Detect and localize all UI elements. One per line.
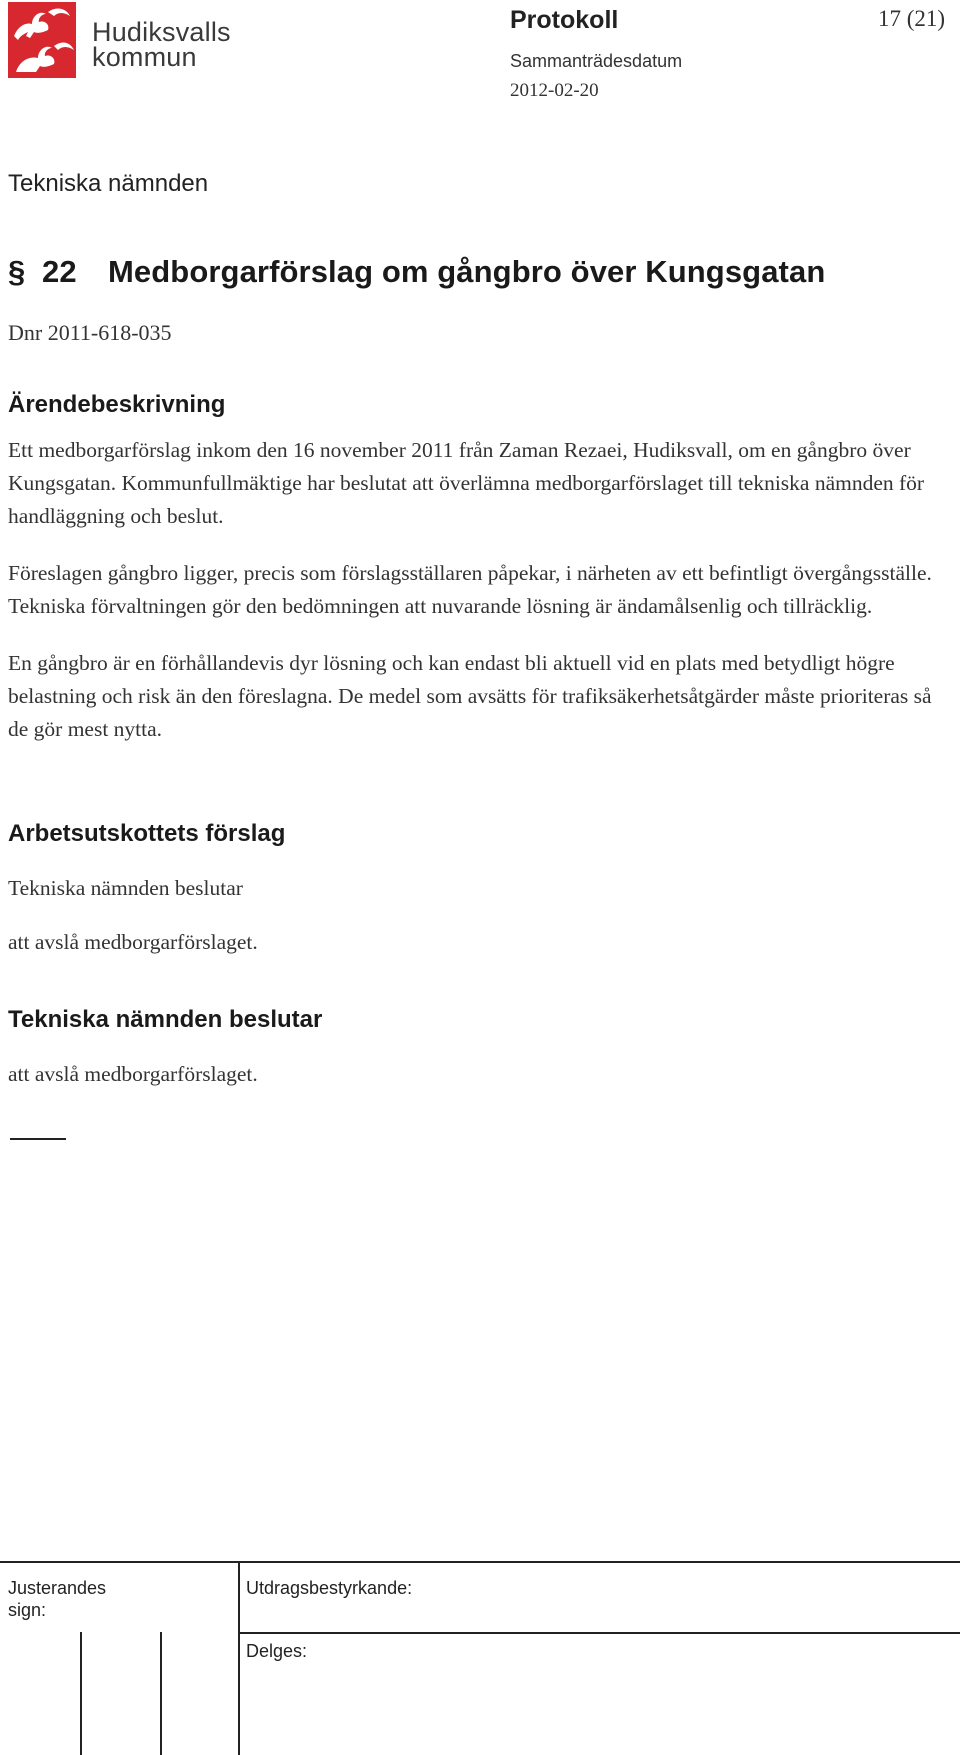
case-description-body: [8, 434, 953, 770]
logo-line-1: Hudiksvalls: [92, 17, 231, 47]
paragraph: En gångbro är en förhållandevis dyr lösning och kan endast bli aktuell vid en plats med betydligt högre belastning och risk än den föreslagna. De medel som avsätts för trafiksäkerhetsåtgärder måste prioriteras så de gör mest nytta.: [8, 651, 932, 741]
table-top-border: [0, 1561, 960, 1563]
end-rule: [10, 1138, 66, 1140]
justerandes-label-line-2: sign:: [8, 1600, 47, 1620]
signature-box-divider: [80, 1632, 82, 1755]
section-heading: [8, 254, 825, 290]
logo-line-2: kommun: [92, 42, 197, 72]
committee-proposal-line-1: Tekniska nämnden beslutar: [8, 876, 243, 900]
paragraph: Ett medborgarförslag inkom den 16 november 2011 från Zaman Rezaei, Hudiksvall, om en gångbro över Kungsgatan. Kommunfullmäktige har beslutat att överlämna medborgarförslaget till tekniska nämnden för handläggning och beslut.: [8, 438, 925, 528]
utdragsbestyrkande-label: Utdragsbestyrkande:: [246, 1578, 413, 1598]
page-number: 17 (21): [878, 6, 946, 31]
delges-label: Delges:: [246, 1641, 308, 1661]
meeting-date: 2012-02-20: [510, 80, 599, 101]
table-row-border: [238, 1632, 960, 1634]
case-number: Dnr 2011-618-035: [8, 320, 172, 345]
document-type: Protokoll: [510, 6, 619, 34]
table-divider: [238, 1561, 240, 1755]
case-description-heading: Ärendebeskrivning: [8, 391, 226, 418]
justerandes-label-line-1: Justerandes: [8, 1578, 107, 1598]
municipality-logo: [8, 2, 248, 78]
meeting-date-label: Sammanträdesdatum: [510, 51, 683, 71]
paragraph-symbol: §: [8, 254, 26, 289]
committee-proposal-heading: Arbetsutskottets förslag: [8, 820, 286, 847]
decision-line-1: att avslå medborgarförslaget.: [8, 1062, 258, 1086]
justerandes-label: [8, 1577, 106, 1621]
signature-box-divider: [160, 1632, 162, 1755]
section-title: Medborgarförslag om gångbro över Kungsgatan: [108, 254, 826, 289]
logo-wordmark: [92, 17, 231, 72]
section-number: 22: [42, 254, 77, 289]
committee-name: Tekniska nämnden: [8, 170, 209, 197]
paragraph: Föreslagen gångbro ligger, precis som förslagsställaren påpekar, i närheten av ett befintligt övergångsställe. Tekniska förvaltningen gör den bedömningen att nuvarande lösning är ändamålsenlig och tillräcklig.: [8, 561, 932, 618]
committee-proposal-line-2: att avslå medborgarförslaget.: [8, 930, 258, 954]
goat-emblem-icon: [8, 2, 76, 78]
decision-heading: Tekniska nämnden beslutar: [8, 1006, 323, 1033]
